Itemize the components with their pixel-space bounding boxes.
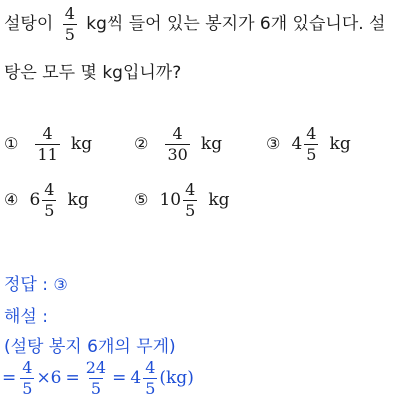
question-text-part2: kg씩 들어 있는 봉지가 6개 있습니다. 설: [86, 14, 386, 34]
answer-label: 정답 :: [4, 275, 48, 295]
option-3-unit: kg: [329, 134, 351, 154]
fraction-denominator: 5: [145, 379, 156, 398]
option-1-unit: kg: [70, 134, 93, 154]
fraction-numerator: 4: [22, 358, 33, 377]
option-4-mark: ④: [4, 190, 19, 209]
equation-fraction-3: [143, 360, 157, 397]
option-1[interactable]: [4, 126, 92, 163]
equation-whole: 4: [130, 368, 142, 388]
option-2-unit: kg: [200, 134, 223, 154]
times-six: ×6: [36, 368, 62, 388]
option-4-whole: 6: [29, 190, 41, 210]
fraction-denominator: 5: [185, 201, 196, 220]
answer-value: ③: [53, 275, 68, 294]
fraction-numerator: 4: [44, 180, 55, 199]
option-3-fraction: [304, 126, 318, 163]
fraction-numerator: 4: [64, 4, 75, 23]
fraction-numerator: 24: [85, 358, 107, 377]
option-5-mark: ⑤: [134, 190, 149, 209]
option-5-whole: 10: [159, 190, 182, 210]
fraction-denominator: 5: [306, 145, 317, 164]
option-4-unit: kg: [67, 190, 89, 210]
option-1-fraction: [35, 126, 59, 163]
equation-fraction-2: [84, 360, 108, 397]
equals-sign: =: [2, 368, 17, 388]
fraction-denominator: 5: [90, 379, 102, 398]
fraction-numerator: 4: [306, 124, 317, 143]
option-2-mark: ②: [134, 134, 149, 153]
option-4[interactable]: [4, 182, 89, 219]
fraction-numerator: 4: [42, 124, 53, 143]
fraction-numerator: 4: [145, 358, 156, 377]
equation-fraction-1: [20, 360, 34, 397]
option-2[interactable]: [134, 126, 222, 163]
fraction-numerator: 4: [172, 124, 183, 143]
option-3-mark: ③: [266, 134, 281, 153]
fraction-denominator: 30: [167, 145, 188, 164]
option-1-mark: ①: [4, 134, 19, 153]
equation-unit: (kg): [159, 368, 194, 388]
option-5-fraction: [183, 182, 197, 219]
question-line-1: [4, 6, 385, 43]
option-3[interactable]: [266, 126, 351, 163]
question-text-part1: 설탕이: [4, 14, 54, 34]
option-5[interactable]: [134, 182, 230, 219]
equals-sign: =: [112, 368, 127, 388]
explanation-label: 해설 :: [4, 307, 48, 327]
fraction-denominator: 11: [37, 145, 58, 164]
explanation-equation: [2, 360, 194, 397]
fraction-denominator: 5: [44, 201, 55, 220]
fraction-denominator: 5: [22, 379, 33, 398]
explanation-line-1: (설탕 봉지 6개의 무게): [4, 337, 176, 357]
question-line-2: 탕은 모두 몇 kg입니까?: [4, 63, 182, 83]
option-5-unit: kg: [208, 190, 230, 210]
option-2-fraction: [165, 126, 189, 163]
option-3-whole: 4: [291, 134, 303, 154]
question-fraction: [63, 6, 77, 43]
fraction-numerator: 4: [185, 180, 196, 199]
fraction-denominator: 5: [64, 25, 75, 44]
equals-sign: =: [65, 368, 80, 388]
answer-line: [4, 270, 68, 295]
option-4-fraction: [42, 182, 56, 219]
